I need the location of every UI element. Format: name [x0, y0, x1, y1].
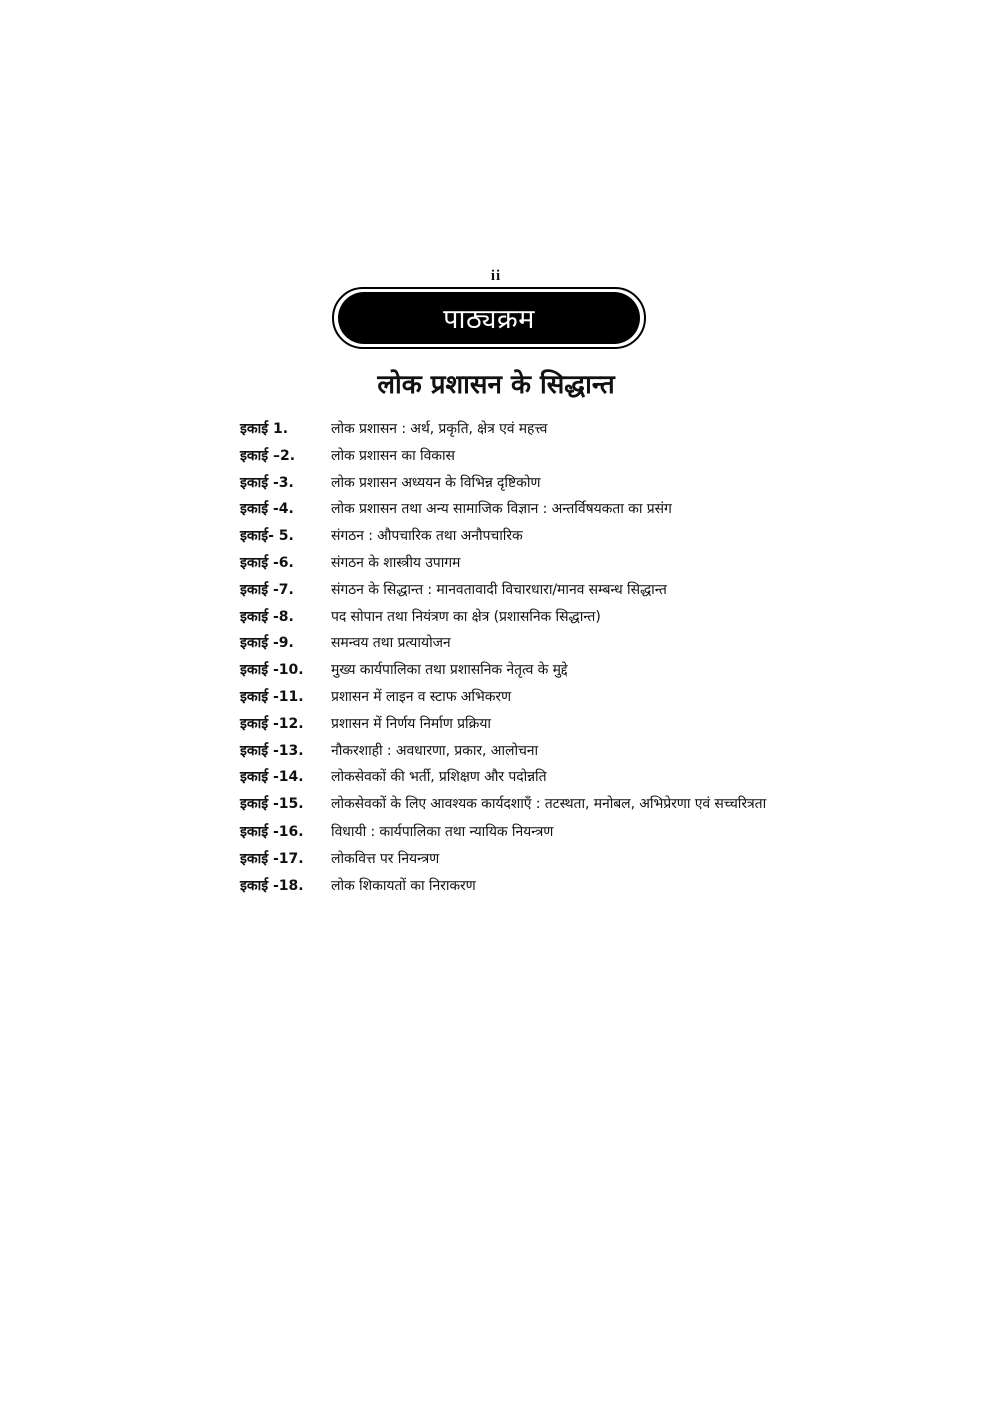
unit-title: नौकरशाही : अवधारणा, प्रकार, आलोचना: [331, 742, 539, 759]
unit-item: [240, 876, 780, 896]
unit-title: मुख्य कार्यपालिका तथा प्रशासनिक नेतृत्व के मुद्दे: [331, 662, 568, 679]
unit-title: प्रशासन में लाइन व स्टाफ अभिकरण: [331, 688, 512, 705]
unit-title: लोकवित्त पर नियन्त्रण: [331, 850, 440, 867]
unit-item: [240, 767, 780, 787]
unit-label: इकाई -4.: [240, 501, 294, 518]
unit-title: प्रशासन में निर्णय निर्माण प्रक्रिया: [331, 715, 491, 732]
unit-label: इकाई -17.: [240, 850, 304, 867]
unit-item: [240, 633, 780, 653]
unit-list: [240, 419, 780, 903]
unit-item: [240, 714, 780, 734]
unit-label: इकाई -12.: [240, 715, 304, 732]
unit-label: इकाई- 5.: [240, 528, 294, 545]
unit-item: [240, 687, 780, 707]
unit-label: इकाई -13.: [240, 742, 304, 759]
unit-item: [240, 580, 780, 600]
unit-item: [240, 822, 780, 842]
unit-label: इकाई -6.: [240, 554, 294, 571]
syllabus-heading: पाठ्यक्रम: [443, 303, 535, 335]
course-title: लोक प्रशासन के सिद्धान्त: [377, 370, 615, 400]
unit-title: संगठन : औपचारिक तथा अनौपचारिक: [331, 528, 523, 545]
unit-item: [240, 419, 780, 439]
unit-label: इकाई -9.: [240, 635, 294, 652]
unit-item: [240, 607, 780, 627]
unit-item: [240, 499, 780, 519]
unit-title: लोक प्रशासन अध्ययन के विभिन्न दृष्टिकोण: [331, 474, 541, 491]
unit-title: समन्वय तथा प्रत्यायोजन: [331, 635, 451, 652]
unit-label: इकाई -3.: [240, 474, 294, 491]
unit-title: संगठन के शास्त्रीय उपागम: [331, 554, 461, 571]
unit-title: संगठन के सिद्धान्त : मानवतावादी विचारधारा/मानव सम्बन्ध सिद्धान्त: [331, 581, 667, 598]
unit-label: इकाई -14.: [240, 769, 304, 786]
unit-title: लोक प्रशासन का विकास: [331, 447, 455, 464]
unit-title: लोकसेवकों की भर्ती, प्रशिक्षण और पदोन्नति: [331, 769, 547, 786]
unit-title: लोक प्रशासन : अर्थ, प्रकृति, क्षेत्र एवं महत्त्व: [331, 421, 548, 437]
unit-title: लोकसेवकों के लिए आवश्यक कार्यदशाएँ : तटस्थता, मनोबल, अभिप्रेरणा एवं सच्चरित्रता: [331, 796, 767, 813]
unit-title: लोक शिकायतों का निराकरण: [331, 877, 476, 894]
unit-label: इकाई -7.: [240, 581, 294, 598]
unit-label: इकाई 1.: [240, 421, 289, 437]
unit-item: [240, 446, 780, 466]
unit-title: लोक प्रशासन तथा अन्य सामाजिक विज्ञान : अन्तर्विषयकता का प्रसंग: [331, 501, 672, 518]
unit-item: [240, 473, 780, 493]
unit-label: इकाई -16.: [240, 824, 304, 841]
unit-item: [240, 849, 780, 869]
unit-label: इकाई -15.: [240, 796, 304, 813]
page-number: ii: [490, 268, 502, 284]
unit-label: इकाई -18.: [240, 877, 304, 894]
unit-label: इकाई –2.: [240, 447, 296, 464]
unit-title: पद सोपान तथा नियंत्रण का क्षेत्र (प्रशासनिक सिद्धान्त): [331, 608, 601, 625]
unit-label: इकाई -10.: [240, 662, 304, 679]
unit-item: [240, 526, 780, 546]
unit-item: [240, 553, 780, 573]
syllabus-banner: [338, 292, 640, 344]
unit-item: [240, 794, 780, 814]
unit-title: विधायी : कार्यपालिका तथा न्यायिक नियन्त्रण: [331, 824, 554, 841]
unit-item: [240, 660, 780, 680]
unit-item: [240, 741, 780, 761]
unit-label: इकाई -11.: [240, 688, 304, 705]
unit-label: इकाई -8.: [240, 608, 294, 625]
